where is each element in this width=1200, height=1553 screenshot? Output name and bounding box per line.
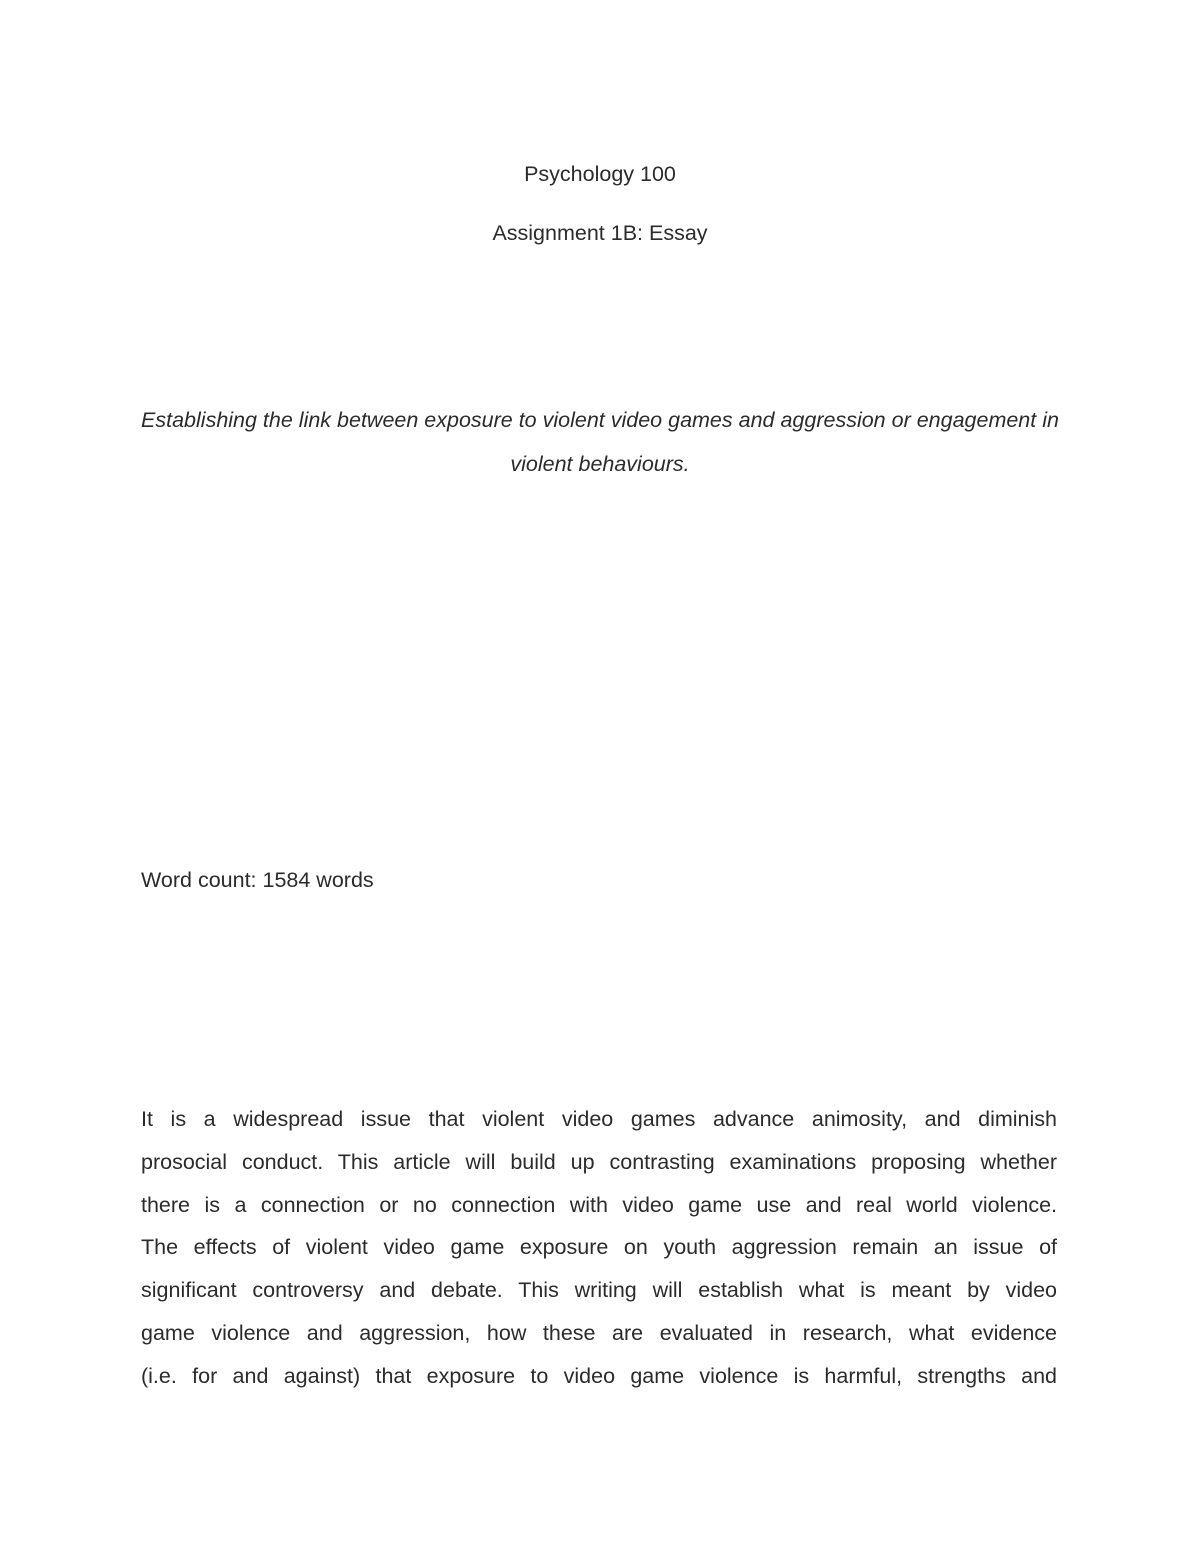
- course-title: Psychology 100: [524, 162, 676, 186]
- assignment-title: Assignment 1B: Essay: [492, 221, 708, 245]
- word-count: Word count: 1584 words: [141, 868, 374, 892]
- essay-title: Establishing the link between exposure to violent video games and aggression or engagement in violent behaviours.: [141, 408, 1059, 476]
- body-line: game violence and aggression, how these are evaluated in research, what evidence: [141, 1320, 1057, 1345]
- body-line: significant controversy and debate. This writing will establish what is meant by video: [141, 1278, 1057, 1303]
- body-line: prosocial conduct. This article will build up contrasting examinations proposing whether: [141, 1149, 1057, 1174]
- body-line: there is a connection or no connection with video game use and real world violence.: [141, 1192, 1057, 1217]
- body-line: It is a widespread issue that violent video games advance animosity, and diminish: [141, 1107, 1057, 1131]
- body-paragraph: [141, 1098, 1057, 1398]
- body-line: The effects of violent video game exposure on youth aggression remain an issue of: [141, 1235, 1057, 1260]
- body-line: (i.e. for and against) that exposure to video game violence is harmful, strengths and: [141, 1363, 1057, 1388]
